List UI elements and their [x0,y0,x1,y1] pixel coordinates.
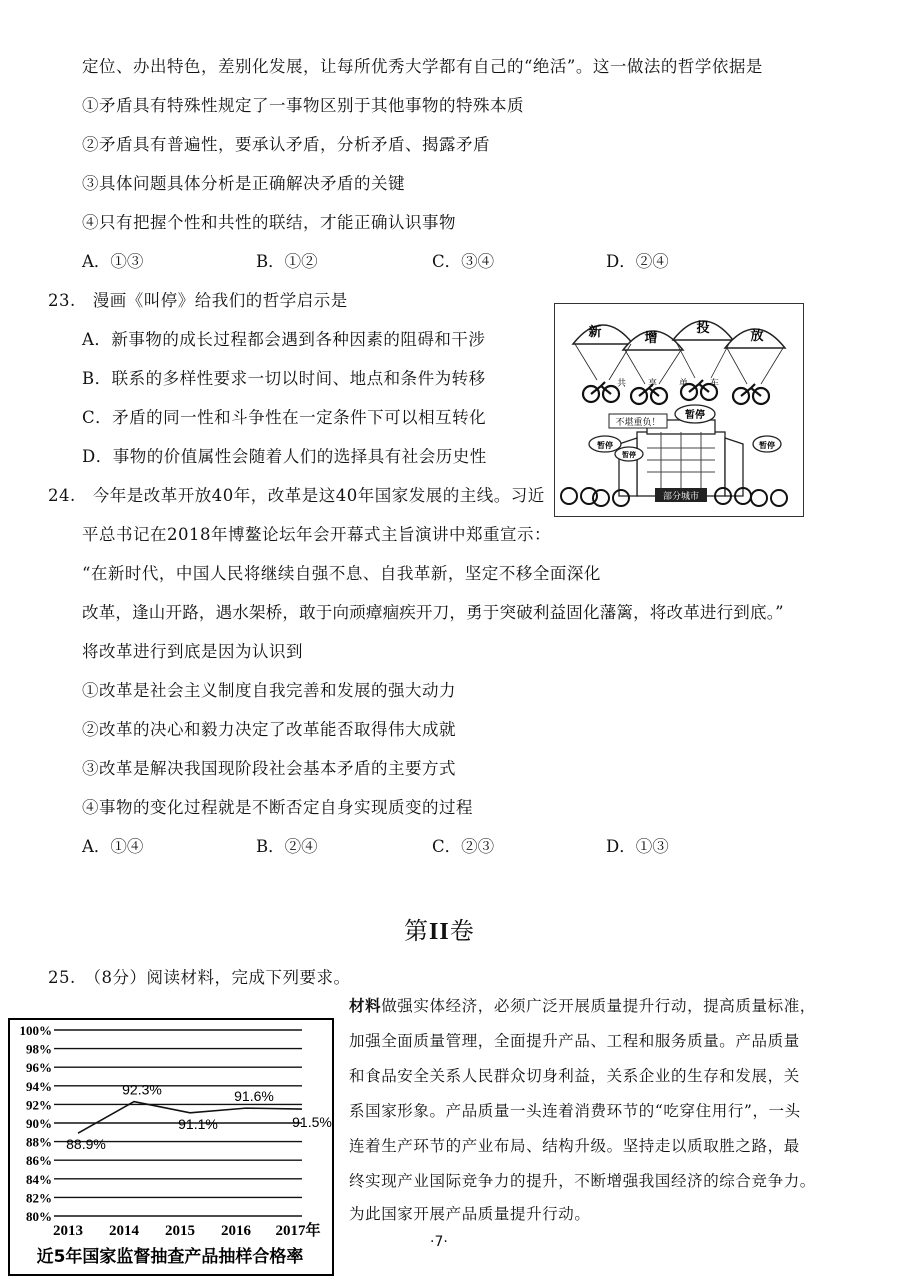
data-label: 91.6% [234,1088,274,1104]
y-tick-label: 84% [26,1172,52,1187]
data-label: 88.9% [66,1136,106,1152]
q23-option-c: C．矛盾的同一性和斗争性在一定条件下可以相互转化 [82,408,486,428]
comic-stop-sign-1: 暂停 [685,408,706,421]
material-line-3: 和食品安全关系人民群众切身利益，关系企业的生存和发展，关 [349,1066,800,1086]
comic-sign: 不堪重负！ [615,416,660,428]
y-tick-label: 82% [26,1190,52,1205]
q23-option-a: A．新事物的成长过程都会遇到各种因素的阻碍和干涉 [82,330,485,350]
comic-parachute-label-2: 增 [644,330,657,346]
q24-line-3: “在新时代，中国人民将继续自强不息、自我革新，坚定不移全面深化 [82,564,601,584]
x-tick-label: 2013 [53,1223,83,1239]
q23-stem: 23. 漫画《叫停》给我们的哲学启示是 [48,291,348,311]
data-label: 91.5% [292,1114,332,1130]
x-tick-label: 2014 [109,1223,140,1239]
q22-option-d: D．②④ [606,252,669,272]
chart-title: 近5年国家监督抽查产品抽样合格率 [37,1246,304,1267]
q22-option-c: C．③④ [432,252,494,272]
page-number: ·7· [430,1234,448,1250]
comic-banner: 共享单车 [617,377,741,389]
comic-stop-sign-3: 暂停 [759,440,776,450]
data-label: 92.3% [122,1082,162,1098]
y-tick-label: 90% [26,1116,52,1131]
q22-item-2: ②矛盾具有普遍性，要承认矛盾，分析矛盾、揭露矛盾 [82,135,490,155]
q24-option-c: C．②③ [432,837,494,857]
q22-option-b: B．①② [256,252,318,272]
y-tick-label: 80% [26,1209,52,1224]
q24-item-4: ④事物的变化过程就是不断否定自身实现质变的过程 [82,798,473,818]
quality-rate-chart [8,1018,334,1276]
material-line-2: 加强全面质量管理，全面提升产品、工程和服务质量。产品质量 [349,1031,800,1051]
x-tick-label: 2016 [221,1223,252,1239]
q25-stem: 25. （8分）阅读材料，完成下列要求。 [48,968,351,988]
q22-option-a: A．①③ [82,252,143,272]
q23-option-b: B．联系的多样性要求一切以时间、地点和条件为转移 [82,369,486,389]
q22-item-3: ③具体问题具体分析是正确解决矛盾的关键 [82,174,405,194]
material-label: 材料 [349,996,381,1015]
data-label: 91.1% [178,1116,218,1132]
q24-item-2: ②改革的决心和毅力决定了改革能否取得伟大成就 [82,720,456,740]
y-tick-label: 88% [26,1135,52,1150]
q24-line-5: 将改革进行到底是因为认识到 [82,642,303,662]
q24-option-a: A．①④ [82,837,143,857]
comic-building-label: 部分城市 [663,490,699,502]
material-line-5: 连着生产环节的产业布局、结构升级。坚持走以质取胜之路，最 [349,1136,800,1156]
x-tick-label: 2015 [165,1223,195,1239]
material-line-4: 系国家形象。产品质量一头连着消费环节的“吃穿住用行”，一头 [349,1101,801,1121]
comic-stop-sign-4: 暂停 [622,450,637,459]
q23-option-d: D．事物的价值属性会随着人们的选择具有社会历史性 [82,447,487,467]
y-tick-label: 94% [26,1079,52,1094]
comic-parachute-label-3: 投 [696,320,709,336]
chart-svg [10,1020,332,1274]
y-tick-label: 92% [26,1097,52,1112]
comic-illustration [554,303,804,517]
q22-item-4: ④只有把握个性和共性的联结，才能正确认识事物 [82,213,456,233]
y-tick-label: 98% [26,1042,52,1057]
q24-option-b: B．②④ [256,837,318,857]
q24-item-1: ①改革是社会主义制度自我完善和发展的强大动力 [82,681,456,701]
q24-line-2: 平总书记在2018年博鳌论坛年会开幕式主旨演讲中郑重宣示： [82,525,551,545]
q24-line-4: 改革，逢山开路，遇水架桥，敢于向顽瘴痼疾开刀，勇于突破利益固化藩篱，将改革进行到底。” [82,603,784,623]
q22-item-1: ①矛盾具有特殊性规定了一事物区别于其他事物的特殊本质 [82,96,524,116]
y-tick-label: 100% [20,1023,53,1038]
x-tick-label: 2017年 [275,1221,320,1239]
comic-parachute-label-4: 放 [750,328,763,344]
comic-stop-sign-2: 暂停 [597,440,614,450]
q24-option-d: D．①③ [606,837,669,857]
material-line-7: 为此国家开展产品质量提升行动。 [349,1204,591,1224]
y-tick-label: 96% [26,1060,52,1075]
y-tick-label: 86% [26,1153,52,1168]
material-line-1: 材料做强实体经济，必须广泛开展质量提升行动，提高质量标准， [349,996,816,1016]
material-line-6: 终实现产业国际竞争力的提升，不断增强我国经济的综合竞争力。 [349,1171,816,1191]
q24-item-3: ③改革是解决我国现阶段社会基本矛盾的主要方式 [82,759,456,779]
q22-stem: 定位、办出特色，差别化发展，让每所优秀大学都有自己的“绝活”。这一做法的哲学依据是 [82,57,763,77]
comic-parachute-label-1: 新 [588,324,601,340]
section-title: 第II卷 [404,917,475,946]
q24-line-1: 24. 今年是改革开放40年，改革是这40年国家发展的主线。习近 [48,486,545,506]
